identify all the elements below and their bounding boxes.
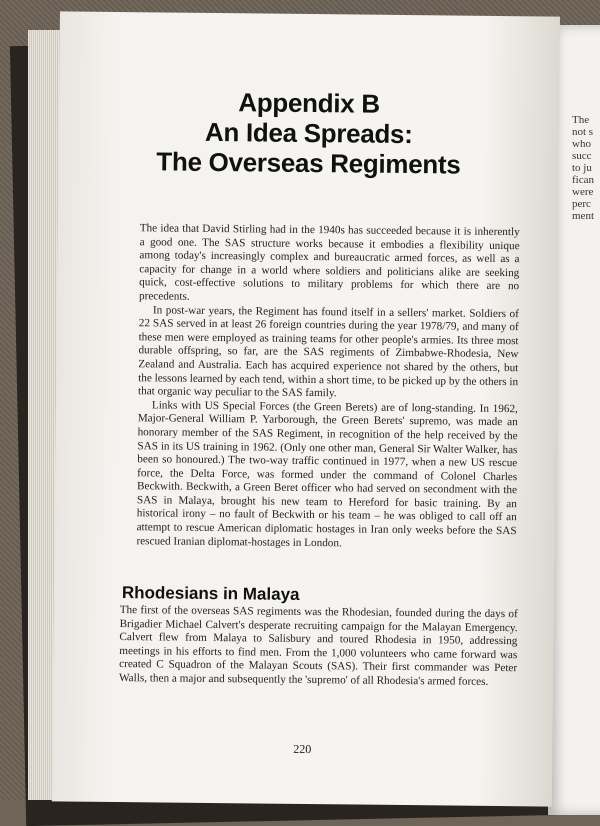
facing-page-fragment: ment [572, 210, 594, 222]
paragraph: Links with US Special Forces (the Green Berets) are of long-standing. In 1962, Major-General William P. Yarborough, the Green Berets' supremo, was made an honorary member of the SAS Regiment, in recognition of the help received by the SAS in its US training in 1962. (Only one other man, General Sir Walter Walker, has been so honoured.) The two-way traffic continued in 1977, when a new US rescue force, the Delta Force, was formed under the command of Colonel Charles Beckwith. Beckwith, a Green Beret officer who had served on secondment with the SAS in Malaya, brought his new team to Hereford for basic training. By an historical irony – no fault of Beckwith or his team – he was obliged to call off an attempt to rescue American diplomatic hostages in Iran only weeks before the SAS rescued Iranian diplomat-hostages in London. [136, 399, 518, 550]
facing-page-fragment: were [572, 186, 594, 198]
paragraph: The idea that David Stirling had in the 1940s has succeeded because it is inherently a good one. The SAS structure works because it embodies a flexibility unique among today's increasingly complex and bureaucratic armed forces, as well as a capacity for change in a world where soldiers and politicians alike are seeking quick, cost-effective solutions to military problems for which there are no precedents. [138, 222, 520, 303]
facing-page-fragment: not s [572, 126, 594, 138]
chapter-title-line-2: The Overseas Regiments [156, 146, 461, 180]
chapter-title-line-1: An Idea Spreads: [204, 116, 413, 150]
facing-page-fragment: to ju [572, 162, 592, 174]
paragraph: In post-war years, the Regiment has found itself in a sellers' market. Soldiers of 22 SAS served in at least 26 foreign countries during the year 1978/79, and many of these men were employed as training teams for other people's armies. Its three most durable offspring, so far, are the SAS regiments of Zimbabwe-Rhodesia, New Zealand and Australia. Each has acquired experience not shared by the others, but the lessons learned by each tend, within a short time, to be picked up by the others in that organic way peculiar to the SAS family. [137, 303, 519, 400]
facing-page-fragment: The [572, 114, 590, 126]
body-text [136, 222, 519, 552]
appendix-title: Appendix B [238, 87, 380, 119]
book-page [52, 11, 560, 806]
facing-page-fragment: who [572, 138, 591, 150]
facing-page-fragment: succ [572, 150, 592, 162]
section-body-text [119, 604, 518, 690]
paragraph: The first of the overseas SAS regiments was the Rhodesian, founded during the days of Brigadier Michael Calvert's desperate recruiting campaign for the Malayan Emergency. Calvert flew from Malaya to Salisbury and toured Rhodesia in 1950, addressing meetings in his efforts to find men. From the 1,000 volunteers who came forward was created C Squadron of the Malayan Scouts (SAS). Their first commander was Peter Walls, then a major and subsequently the 'supremo' of all Rhodesia's armed forces. [118, 604, 518, 688]
facing-page-fragment: perc [572, 198, 591, 210]
section-heading: Rhodesians in Malaya [121, 583, 300, 604]
page-number: 220 [293, 741, 312, 757]
facing-page-fragment: fican [572, 174, 594, 186]
